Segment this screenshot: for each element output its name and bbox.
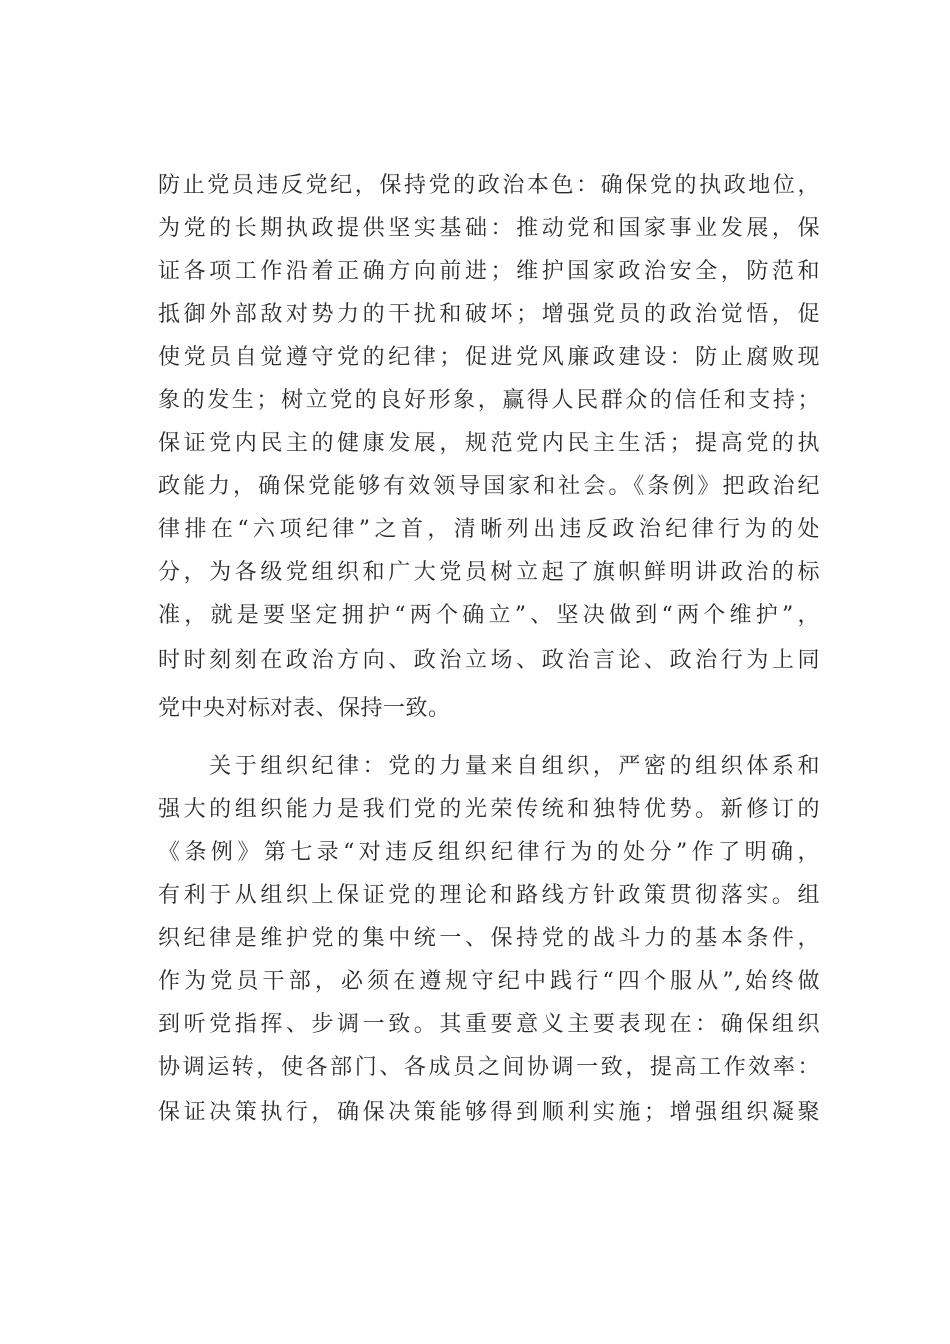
text-line: 织纪律是维护党的集中统一、保持党的战斗力的基本条件， — [158, 926, 820, 951]
text-line: 政能力，确保党能够有效领导国家和社会。《条例》把政治纪 — [158, 474, 820, 499]
text-line: 保证党内民主的健康发展，规范党内民主生活；提高党的执 — [158, 431, 820, 456]
text-line: 作为党员干部，必须在遵规守纪中践行“四个服从”,始终做 — [158, 969, 820, 994]
text-line: 有利于从组织上保证党的理论和路线方针政策贯彻落实。组 — [158, 883, 820, 908]
text-line: 准，就是要坚定拥护“两个确立”、坚决做到“两个维护”， — [158, 603, 820, 628]
paragraph-gap — [158, 733, 820, 745]
text-line: 防止党员违反党纪，保持党的政治本色：确保党的执政地位， — [158, 173, 820, 198]
paragraph — [158, 745, 820, 1137]
text-line: 使党员自觉遵守党的纪律；促进党风廉政建设：防止腐败现 — [158, 345, 820, 370]
text-line: 协调运转，使各部门、各成员之间协调一致，提高工作效率： — [158, 1055, 820, 1080]
text-line: 关于组织纪律：党的力量来自组织，严密的组织体系和 — [158, 754, 820, 779]
text-line: 抵御外部敌对势力的干扰和破坏；增强党员的政治觉悟，促 — [158, 302, 820, 327]
text-line: 保证决策执行，确保决策能够得到顺利实施；增强组织凝聚 — [158, 1100, 820, 1125]
text-line: 强大的组织能力是我们党的光荣传统和独特优势。新修订的 — [158, 797, 820, 822]
text-line: 到听党指挥、步调一致。其重要意义主要表现在：确保组织 — [158, 1012, 820, 1037]
text-line: 象的发生；树立党的良好形象，赢得人民群众的信任和支持； — [158, 388, 820, 413]
text-line: 为党的长期执政提供坚实基础：推动党和国家事业发展，保 — [158, 216, 820, 241]
text-line: 《条例》第七录“对违反组织纪律行为的处分”作了明确， — [158, 840, 820, 865]
text-line: 律排在“六项纪律”之首，清晰列出违反政治纪律行为的处 — [158, 517, 820, 542]
text-line: 时时刻刻在政治方向、政治立场、政治言论、政治行为上同 — [158, 648, 820, 673]
document-body — [158, 164, 820, 1137]
paragraph — [158, 164, 820, 733]
text-line: 党中央对标对表、保持一致。 — [158, 696, 451, 721]
text-line: 分，为各级党组织和广大党员树立起了旗帜鲜明讲政治的标 — [158, 560, 820, 585]
text-line: 证各项工作沿着正确方向前进；维护国家政治安全，防范和 — [158, 259, 820, 284]
